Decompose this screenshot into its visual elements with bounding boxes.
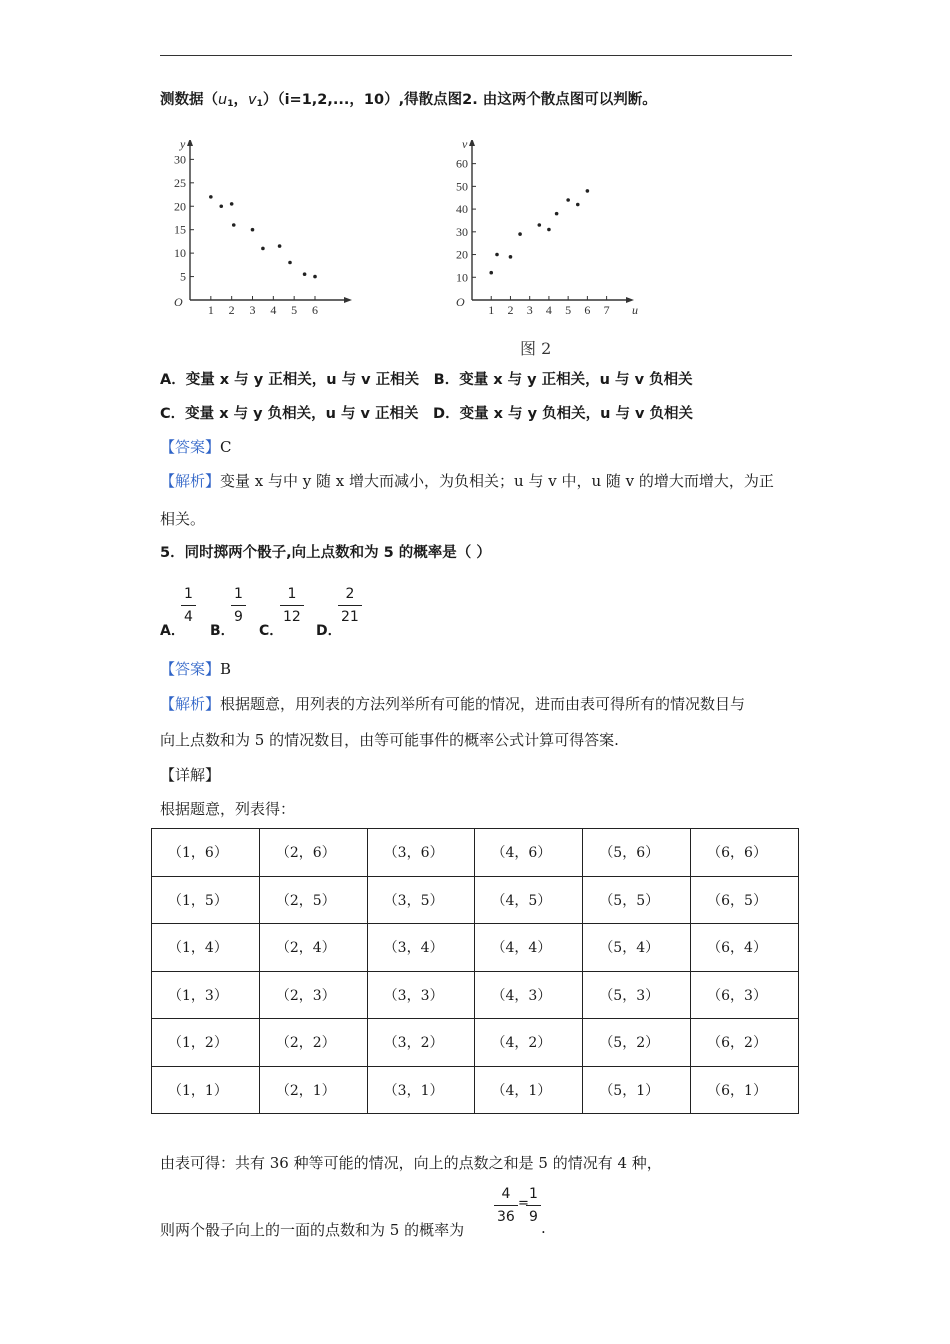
answer-value: B: [220, 660, 232, 678]
table-cell: （2，2）: [259, 1019, 367, 1067]
q5-option-a-label: A．: [160, 623, 185, 639]
table-cell: （3，4）: [367, 924, 475, 972]
x-tick-label: 6: [312, 303, 318, 317]
data-point: [509, 255, 513, 259]
x-axis-arrow: [344, 297, 352, 303]
data-point: [518, 232, 522, 236]
table-row: [152, 1066, 799, 1114]
y-axis-arrow: [187, 140, 193, 146]
y-tick-label: 60: [456, 156, 468, 171]
y-tick-label: 15: [174, 222, 186, 237]
x-tick-label: 1: [207, 303, 214, 317]
y-tick-label: 30: [456, 224, 468, 239]
table-cell: （3，6）: [367, 829, 475, 877]
y-tick-label: 25: [174, 175, 186, 190]
answer-tag: 【答案】: [160, 660, 221, 678]
data-point: [209, 195, 213, 199]
table-cell: （6，4）: [691, 924, 799, 972]
x-tick-label: 5: [565, 303, 572, 317]
intro-line: 测数据（$u_1$，$v_1)(i=1,2$,...，10）,得散点图2. 由这两个散点图可以判断。: [160, 92, 657, 109]
y-axis-label: y: [180, 140, 186, 151]
q5-option-b-label: B．: [210, 623, 235, 639]
table-cell: （1，3）: [152, 971, 260, 1019]
table-cell: （5，2）: [583, 1019, 691, 1067]
data-point: [566, 198, 570, 202]
data-point: [232, 223, 236, 227]
table-cell: （4，1）: [475, 1066, 583, 1114]
table-cell: （1，5）: [152, 876, 260, 924]
q4-analysis-line-2: 相关。: [160, 510, 206, 528]
y-tick-label: 20: [174, 199, 186, 214]
q4-options-line-1: A．变量 x 与 y 正相关，u 与 v 正相关 B．变量 x 与 y 正相关，u 与 v 负相关: [160, 372, 693, 388]
table-cell: （4，4）: [475, 924, 583, 972]
x-tick-label: 6: [584, 303, 591, 317]
table-cell: （6，3）: [691, 971, 799, 1019]
y-tick-label: 20: [456, 247, 468, 262]
table-cell: （5，6）: [583, 829, 691, 877]
x-tick-label: 4: [545, 303, 552, 317]
y-tick-label: 50: [456, 179, 468, 194]
conclusion-line-2: 则两个骰子向上的一面的点数和为 5 的概率为: [160, 1221, 465, 1239]
data-point: [251, 228, 255, 232]
x-tick-label: 5: [291, 303, 298, 317]
table-cell: （4，5）: [475, 876, 583, 924]
table-row: [152, 1019, 799, 1067]
q5-option-b-fraction: 1 9: [231, 586, 246, 625]
answer-tag: 【答案】: [160, 438, 221, 456]
period: .: [541, 1219, 546, 1237]
data-point: [288, 261, 292, 265]
analysis-tag: 【解析】: [160, 695, 221, 713]
probability-fraction: 4 36: [494, 1186, 518, 1225]
equals-sign: =: [518, 1196, 529, 1211]
figure-caption: 图 2: [520, 339, 552, 358]
x-axis-label: u: [632, 303, 638, 317]
analysis-tag: 【解析】: [160, 472, 221, 490]
data-point: [538, 223, 542, 227]
data-point: [278, 244, 282, 248]
table-cell: （2，4）: [259, 924, 367, 972]
table-cell: （5，3）: [583, 971, 691, 1019]
header-rule: [160, 55, 792, 56]
x-tick-label: 2: [228, 303, 235, 317]
table-cell: （2，6）: [259, 829, 367, 877]
x-tick-label: 3: [249, 303, 256, 317]
q5-analysis-line-1: 【解析】根据题意，用列表的方法列举所有可能的情况，进而由表可得所有的情况数目与: [160, 695, 746, 713]
table-cell: （2，1）: [259, 1066, 367, 1114]
y-axis-label: v: [462, 140, 468, 151]
table-cell: （4，3）: [475, 971, 583, 1019]
y-tick-label: 10: [456, 270, 468, 285]
q5-option-c-label: C．: [259, 623, 284, 639]
origin-label: O: [174, 295, 183, 309]
table-cell: （3，5）: [367, 876, 475, 924]
x-tick-label: 2: [507, 303, 514, 317]
data-point: [555, 212, 559, 216]
table-cell: （1，2）: [152, 1019, 260, 1067]
origin-label: O: [456, 295, 465, 309]
table-row: [152, 971, 799, 1019]
scatter-plot-1: [160, 140, 360, 320]
x-tick-label: 3: [526, 303, 533, 317]
data-point: [261, 247, 265, 251]
data-point: [303, 272, 307, 276]
detail-tag: 【详解】: [160, 766, 221, 784]
x-tick-label: 7: [603, 303, 610, 317]
table-cell: （4，6）: [475, 829, 583, 877]
q5-option-a-fraction: 1 4: [181, 586, 196, 625]
table-cell: （6，2）: [691, 1019, 799, 1067]
table-cell: （5，5）: [583, 876, 691, 924]
table-cell: （3，1）: [367, 1066, 475, 1114]
simplified-fraction: 1 9: [526, 1186, 541, 1225]
q5-analysis-line-2: 向上点数和为 5 的情况数目，由等可能事件的概率公式计算可得答案.: [160, 731, 619, 749]
q4-analysis-line-1: 【解析】变量 x 与中 y 随 x 增大而减小，为负相关；u 与 v 中，u 随 v 的增大而增大，为正: [160, 472, 774, 490]
data-point: [495, 253, 499, 257]
data-point: [313, 275, 317, 279]
table-cell: （1，4）: [152, 924, 260, 972]
table-cell: （4，2）: [475, 1019, 583, 1067]
table-intro: 根据题意，列表得：: [160, 800, 296, 818]
q4-answer: [160, 436, 232, 457]
table-row: [152, 829, 799, 877]
q5-stem: 5．同时掷两个骰子,向上点数和为 5 的概率是（ ）: [160, 545, 491, 561]
q5-option-d-fraction: 2 21: [338, 586, 362, 625]
table-cell: （1，6）: [152, 829, 260, 877]
y-tick-label: 5: [180, 269, 186, 284]
table-row: [152, 924, 799, 972]
table-cell: （2，3）: [259, 971, 367, 1019]
y-tick-label: 30: [174, 152, 186, 167]
conclusion-line-1: 由表可得：共有 36 种等可能的情况，向上的点数之和是 5 的情况有 4 种，: [160, 1154, 662, 1172]
q4-options-line-2: C．变量 x 与 y 负相关，u 与 v 正相关 D．变量 x 与 y 负相关，u 与 v 负相关: [160, 406, 694, 422]
table-cell: （6，1）: [691, 1066, 799, 1114]
table-row: [152, 876, 799, 924]
outcome-table: [151, 828, 799, 1114]
table-cell: （1，1）: [152, 1066, 260, 1114]
q5-option-d-label: D．: [316, 623, 342, 639]
data-point: [576, 203, 580, 207]
data-point: [547, 228, 551, 232]
y-axis-arrow: [469, 140, 475, 146]
table-cell: （2，5）: [259, 876, 367, 924]
table-cell: （6，6）: [691, 829, 799, 877]
table-cell: （5，1）: [583, 1066, 691, 1114]
data-point: [489, 271, 493, 275]
data-point: [219, 204, 223, 208]
table-cell: （6，5）: [691, 876, 799, 924]
x-tick-label: 4: [270, 303, 277, 317]
q5-answer: [160, 658, 231, 679]
y-tick-label: 10: [174, 246, 186, 261]
data-point: [586, 189, 590, 193]
y-tick-label: 40: [456, 202, 468, 217]
x-tick-label: 1: [488, 303, 495, 317]
scatter-plot-2: [442, 140, 642, 320]
table-cell: （5，4）: [583, 924, 691, 972]
answer-value: C: [220, 438, 232, 456]
table-cell: （3，2）: [367, 1019, 475, 1067]
table-cell: （3，3）: [367, 971, 475, 1019]
q5-option-c-fraction: 1 12: [280, 586, 304, 625]
data-point: [230, 202, 234, 206]
